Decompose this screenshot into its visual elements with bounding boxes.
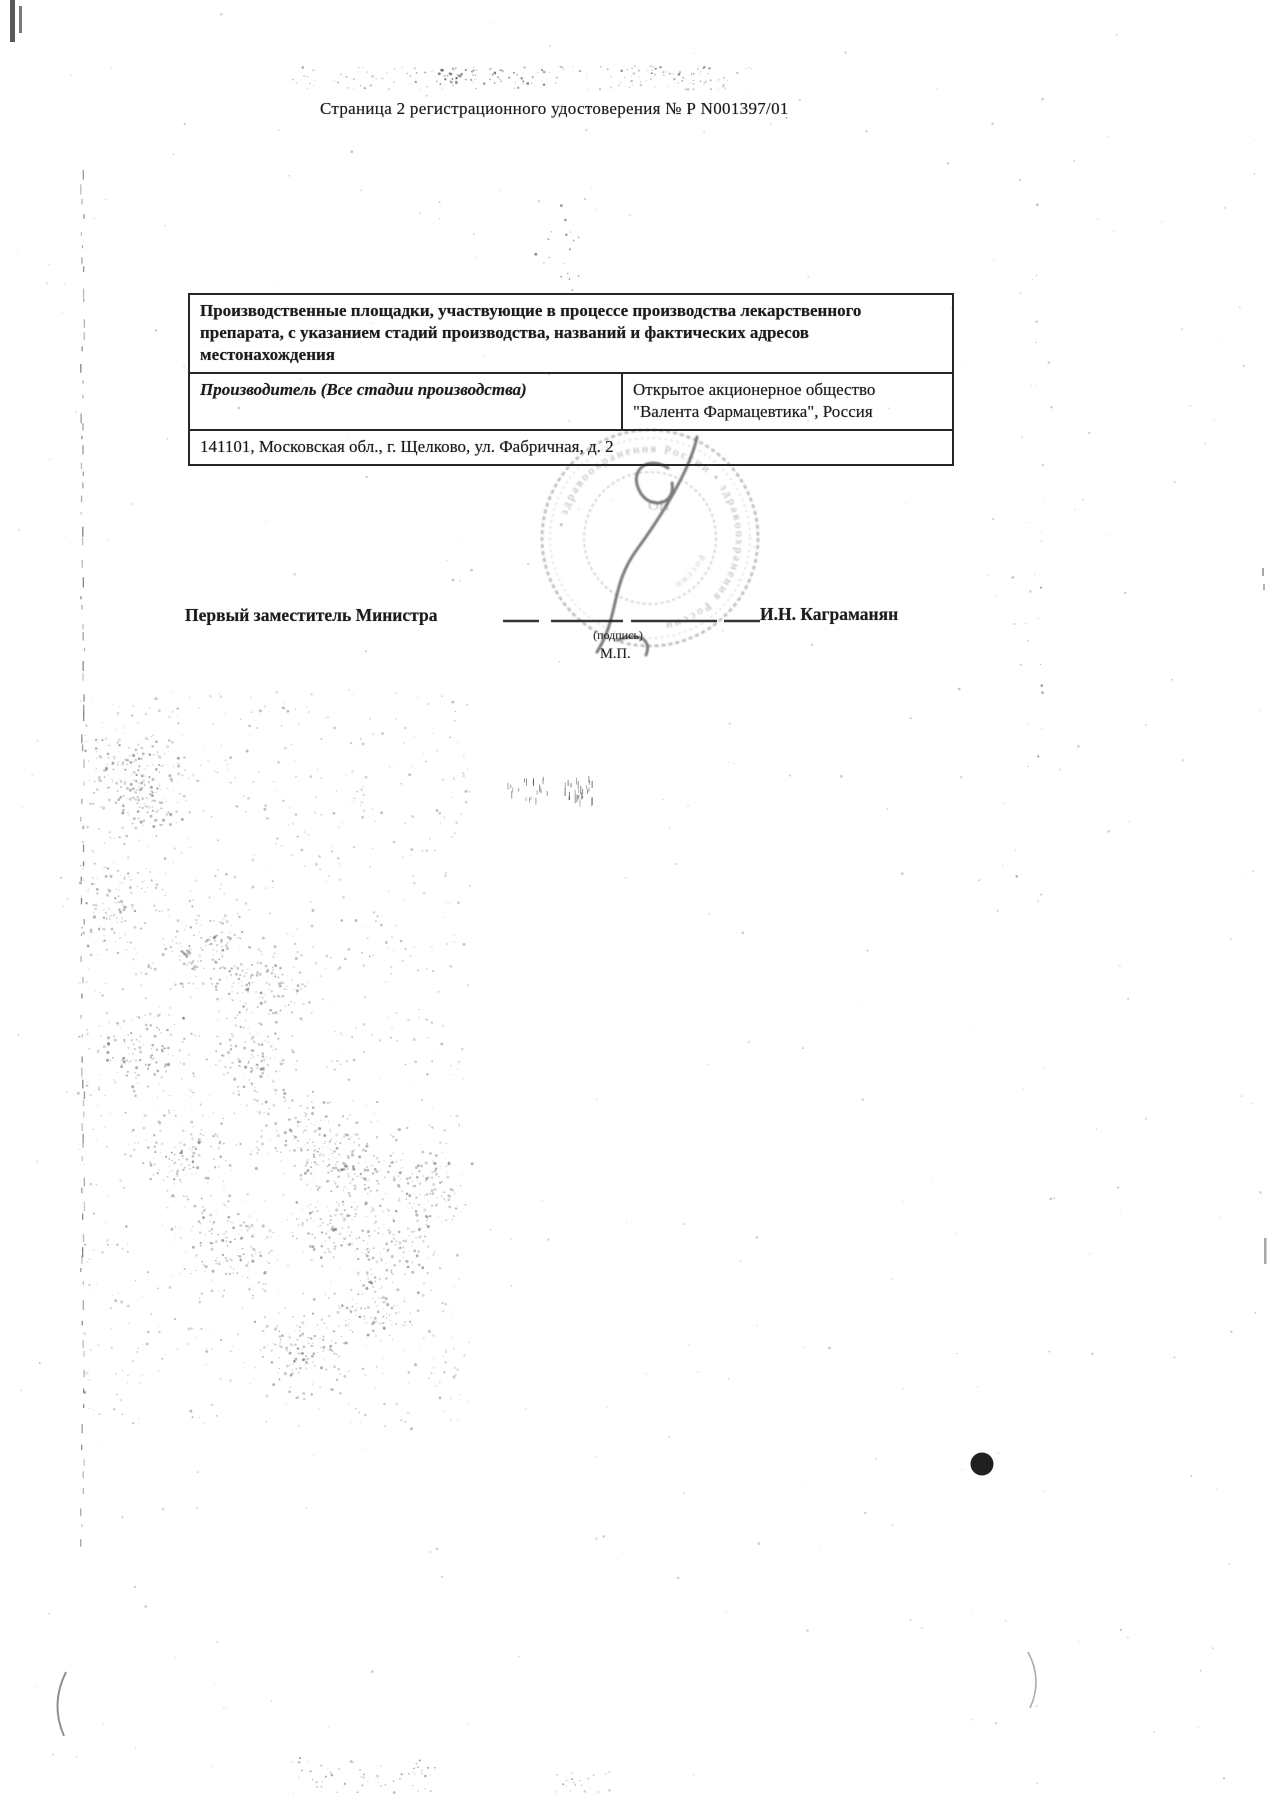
ink-blot [971,1453,994,1476]
seal-mark-label: М.П. [600,646,631,662]
stamp-arc-text: • здравоохранения России • здравоохранения России [555,442,746,632]
pen-signature [597,437,697,655]
stamp-inner-arc-text: России [672,552,707,591]
scan-artifacts [10,0,1267,1736]
producer-label-cell: Производитель (Все стадии производства) [190,374,623,431]
producer-value-cell: Открытое акционерное общество "Валента Фармацевтика", Россия [623,374,952,431]
manufacturing-sites-table [188,293,954,466]
svg-text:России [672,553,706,590]
page-header: Страница 2 регистрационного удостоверения № Р N001397/01 [320,99,789,118]
address-cell: 141101, Московская обл., г. Щелково, ул. Фабричная, д. 2 [200,437,614,456]
signatory-title: Первый заместитель Министра [185,605,438,625]
signatory-name: И.Н. Каграманян [760,604,899,624]
table-header-cell: Производственные площадки, участвующие в процессе производства лекарственного препарата, с указанием стадий производства, названий и фактических адресов местонахождения [190,295,952,374]
stamp-center-text: ОН [648,498,670,514]
signature-caption: (подпись) [593,628,643,642]
svg-text:• здравоохранения России • здр [556,443,745,632]
speckle-noise [17,13,1262,1794]
